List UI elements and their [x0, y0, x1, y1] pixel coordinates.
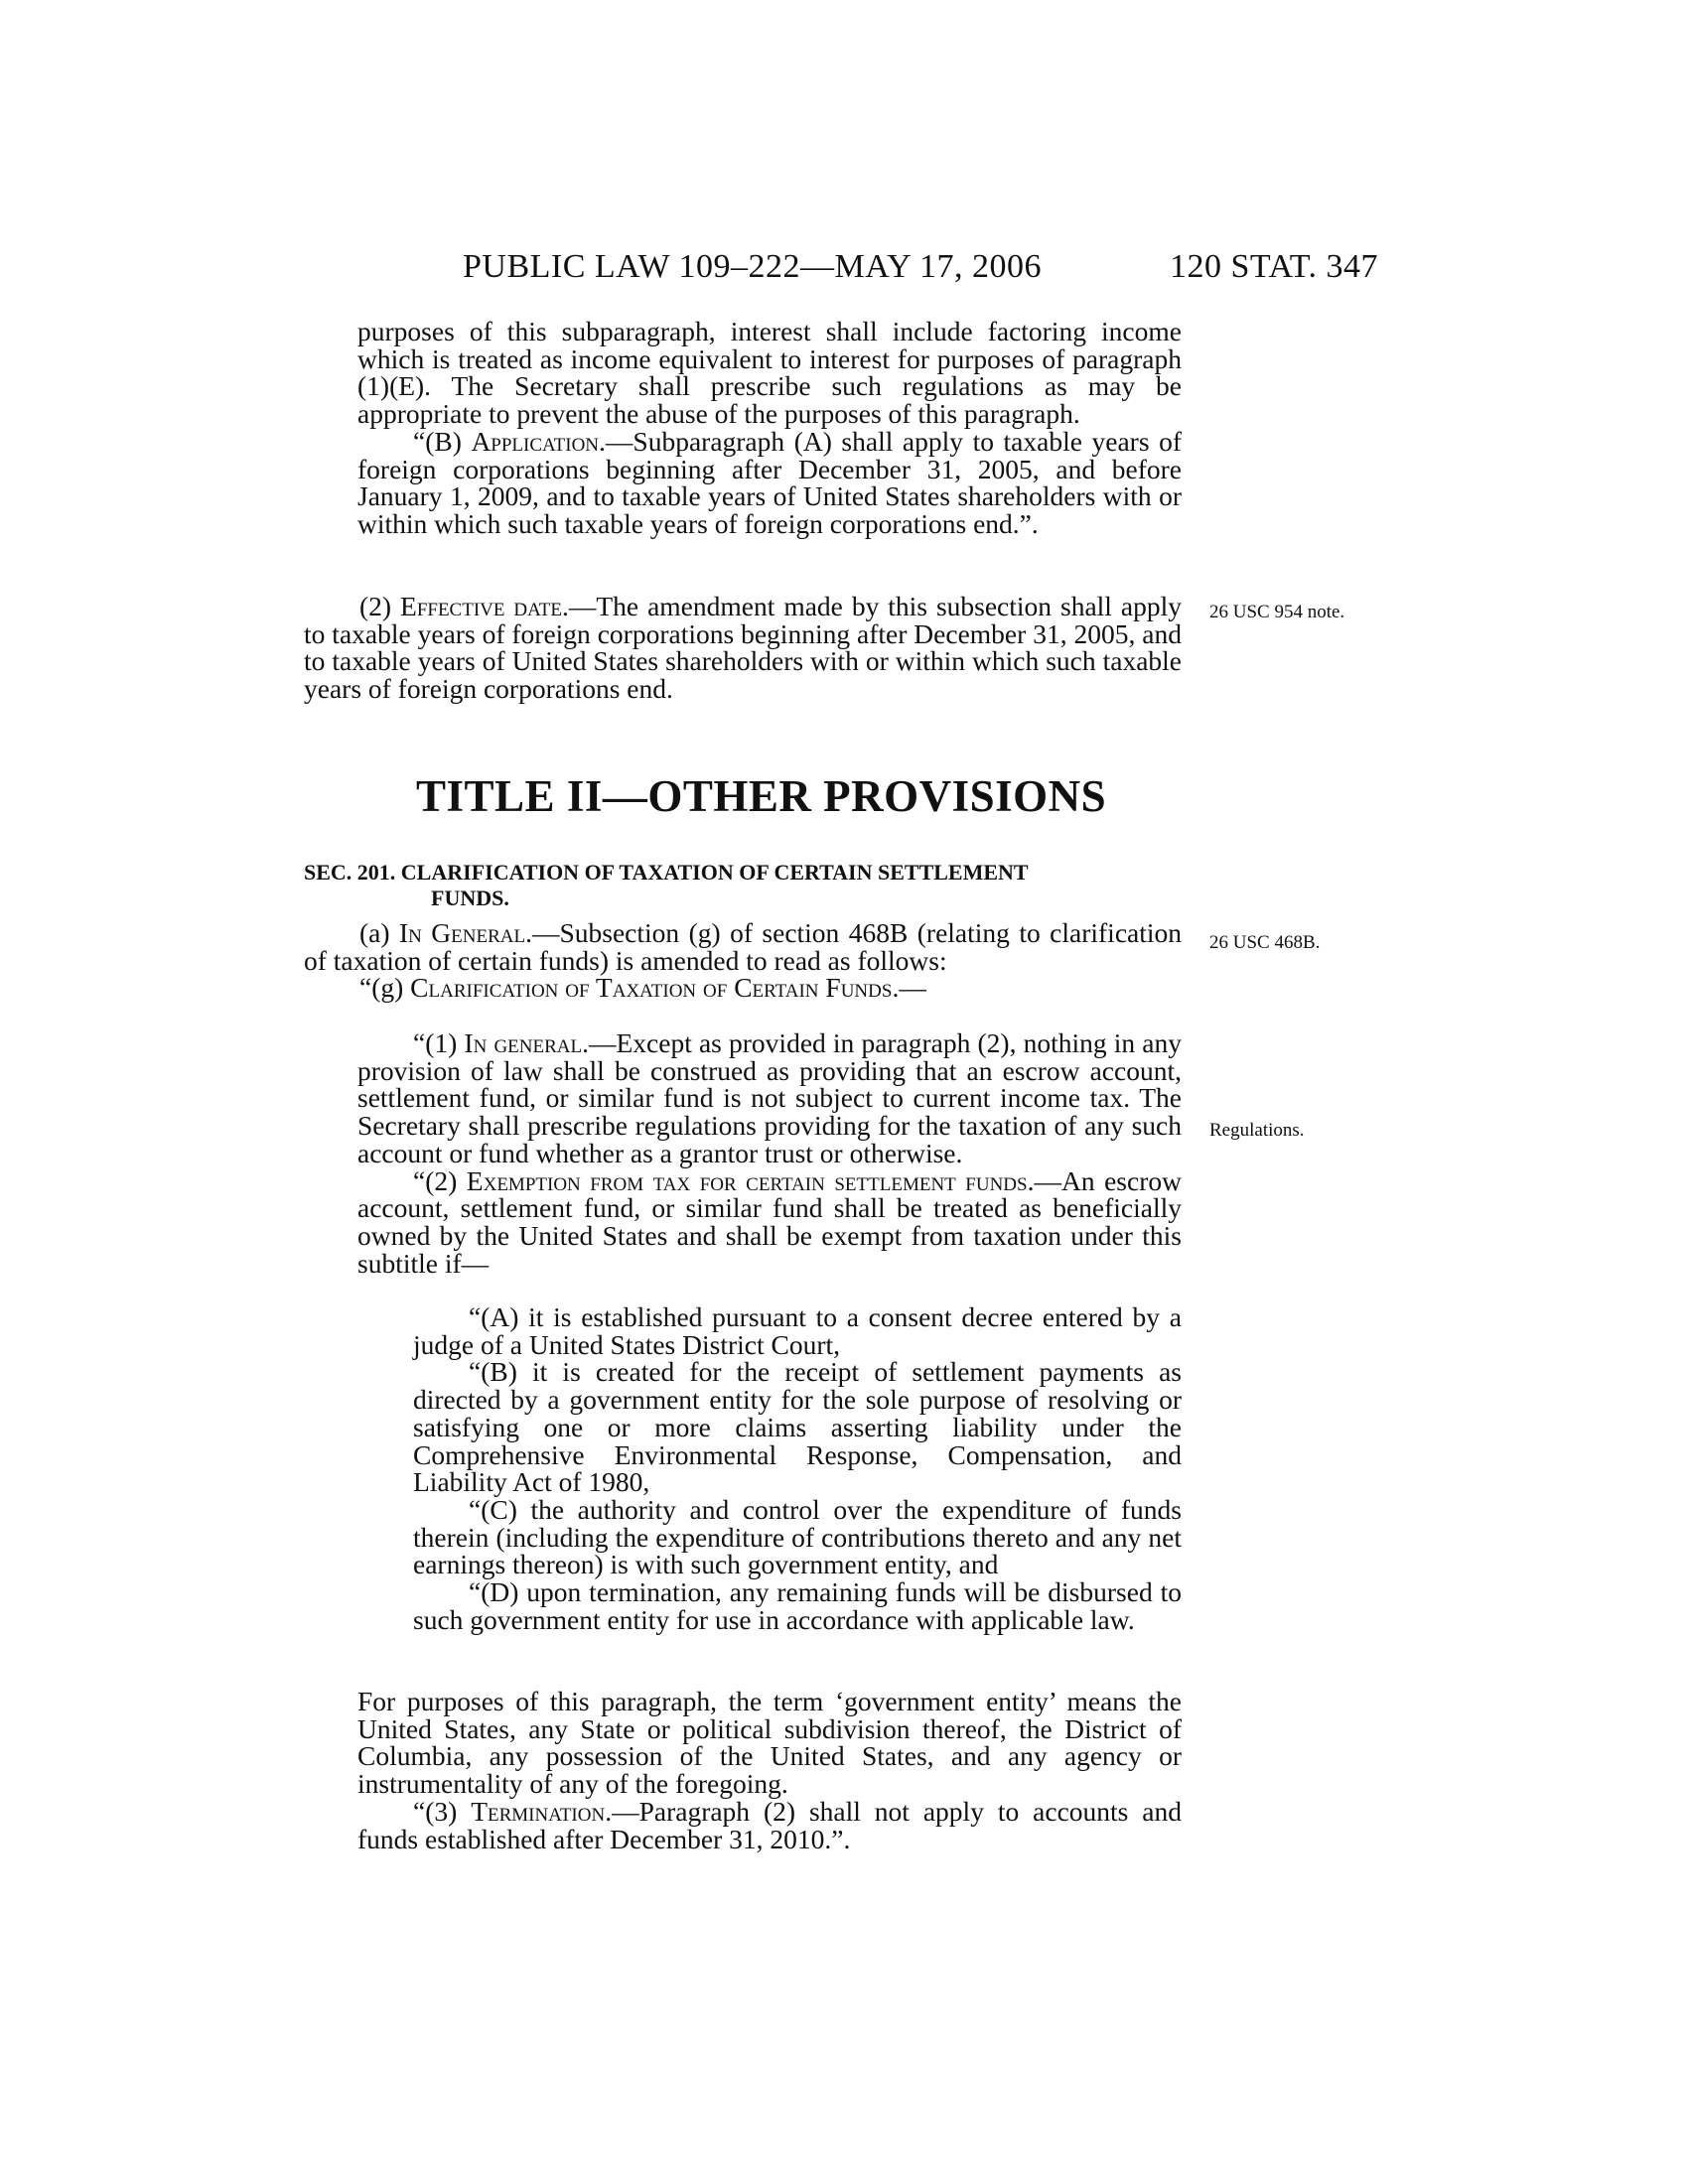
margin-note-regulations: Regulations.	[1209, 1120, 1305, 1141]
paragraph-2: “(2) Exemption from tax for certain settlement funds.—An escrow account, settlement fund, or similar fund shall be treated as beneficially owned by the United States and shall be exempt from taxation under this subtitle if—	[357, 1164, 1182, 1279]
paragraph-effective-date: (2) Effective date.—The amendment made by this subsection shall apply to taxable years of foreign corporations beginning after December 31, 2005, and to taxable years of United States shareholders with or within which such taxable years of foreign corporations end.	[304, 591, 1182, 705]
heading-application: Application	[471, 425, 600, 457]
paragraph-in-general-a: (a) In General.—Subsection (g) of section 468B (relating to clarification of taxation of certain funds) is amended to read as follows:	[304, 917, 1183, 976]
paragraph-3: “(3) Termination.—Paragraph (2) shall not apply to accounts and funds established after December 31, 2010.”.	[357, 1795, 1182, 1854]
text-block-paragraphs	[357, 1029, 1182, 1277]
heading-exemption: Exemption from tax for certain settlement funds	[466, 1164, 1028, 1196]
margin-note-468b: 26 USC 468B.	[1209, 932, 1321, 953]
subparagraph-D: “(D) upon termination, any remaining funds will be disbursed to such government entity for use in accordance with applicable law.	[413, 1576, 1182, 1635]
heading-in-general: In General	[398, 917, 526, 948]
heading-clarification: Clarification of Taxation of Certain Funds	[410, 972, 893, 1004]
subparagraph-A: “(A) it is established pursuant to a consent decree entered by a judge of a United States District Court,	[413, 1301, 1182, 1360]
paragraph-application: “(B) Application.—Subparagraph (A) shall apply to taxable years of foreign corporations beginning after December 31, 2005, and before January 1, 2009, and to taxable years of United States shareholders with or within which such taxable years of foreign corporations end.”.	[357, 425, 1182, 539]
heading-termination: Termination	[471, 1795, 606, 1827]
running-head-left: PUBLIC LAW 109–222—MAY 17, 2006	[463, 248, 1042, 285]
text-block-top	[357, 318, 1182, 538]
margin-note-954: 26 USC 954 note.	[1209, 602, 1345, 622]
section-heading: SEC. 201. CLARIFICATION OF TAXATION OF CERTAIN SETTLEMENT FUNDS.	[304, 860, 1029, 910]
text-block-section-201	[304, 919, 1182, 1002]
heading-in-general-1: In general	[464, 1027, 583, 1058]
subparagraph-C: “(C) the authority and control over the expenditure of funds therein (including the expenditure of contributions thereto and any net earnings thereon) is with such government entity, and	[413, 1493, 1182, 1580]
paragraph-g: “(g) Clarification of Taxation of Certain Funds.—	[359, 972, 926, 1004]
heading-effective-date: Effective date	[400, 591, 562, 621]
text-block-flush	[357, 1688, 1182, 1852]
subparagraph-B: “(B) it is created for the receipt of settlement payments as directed by a government entity for the sole purpose of resolving or satisfying one or more claims asserting liability under the Comprehensive Environmental Response, Compensation, and Liability Act of 1980,	[413, 1356, 1182, 1498]
paragraph-continuation: purposes of this subparagraph, interest shall include factoring income which is treated as income equivalent to interest for purposes of paragraph (1)(E). The Secretary shall prescribe such regulations as may be appropriate to prevent the abuse of the purposes of this paragraph.	[357, 316, 1182, 430]
text-block-subparagraphs	[413, 1303, 1182, 1633]
paragraph-1: “(1) In general.—Except as provided in paragraph (2), nothing in any provision of law shall be construed as providing that an escrow account, settlement fund, or similar fund is not subject to current income tax. The Secretary shall prescribe regulations providing for the taxation of any such account or fund whether as a grantor trust or otherwise.	[357, 1027, 1182, 1168]
paragraph-flush: For purposes of this paragraph, the term ‘government entity’ means the United States, any State or political subdivision thereof, the District of Columbia, any possession of the United States, and any agency or instrumentality of any of the foregoing.	[357, 1686, 1182, 1800]
page-number: 120 STAT. 347	[1170, 248, 1378, 285]
title-heading: TITLE II—OTHER PROVISIONS	[416, 771, 1107, 821]
